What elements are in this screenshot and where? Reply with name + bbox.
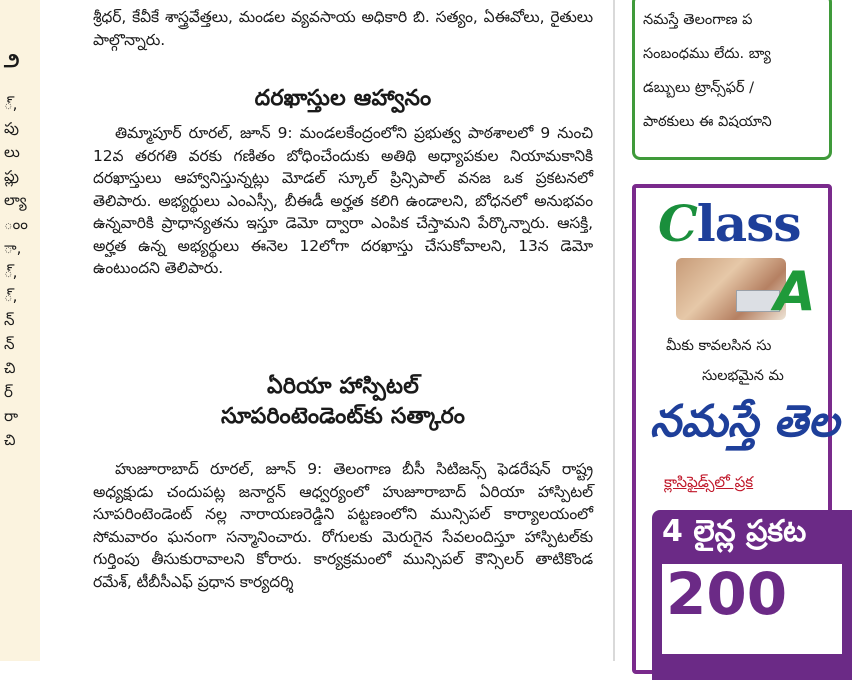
- article3-headline: [93, 372, 593, 432]
- left-fragment: న్: [4, 311, 15, 329]
- notice-line: నమస్తే తెలంగాణ ప: [643, 12, 753, 28]
- article3-headline-line2: సూపరింటెండెంట్‌కు సత్కారం: [220, 404, 466, 429]
- notice-line: పాఠకులు ఈ విషయాని: [643, 114, 772, 130]
- left-fragment: ంం: [4, 215, 28, 233]
- left-fragment: ర్: [4, 383, 13, 401]
- classifieds-ad[interactable]: [632, 184, 840, 674]
- ad-text-line2: సులభమైన మ: [702, 368, 784, 384]
- left-fragment: చి: [4, 359, 16, 377]
- left-fragment: న్: [4, 335, 15, 353]
- article2-body: తిమ్మాపూర్ రూరల్, జూన్ 9: మండలకేంద్రంలోని ప్రభుత్వ పాఠశాలలో 9 నుంచి 12వ తరగతి వరకు గణితం బోధించేందుకు అతిథి అధ్యాపకుల నియామకానికి దరఖాస్తులు ఆహ్వానిస్తున్నట్లు మోడల్ స్కూల్ ప్రిన్సిపాల్ వనజ ఒక ప్రకటనలో తెలిపారు. అభ్యర్థులు ఎంఎస్సీ, బీఈడీ అర్హత కలిగి ఉండాలని, బోధనలో అనుభవం ఉన్నవారికి ప్రాధాన్యతను ఇస్తూ డెమో ద్వారా ఎంపిక చేస్తామని పేర్కొన్నారు. ఆసక్తి, అర్హత ఉన్న అభ్యర్థులు ఈనెల 12లోగా దరఖాస్తు చేసుకోవాలని, 13న డెమో ఉంటుందని తెలిపారు.: [93, 124, 593, 277]
- left-fragment: ా,: [4, 239, 22, 257]
- notice-line: డబ్బులు ట్రాన్స్‌ఫర్ /: [643, 80, 754, 96]
- ad-photo: [676, 258, 786, 320]
- article3-headline-line1: ఏరియా హాస్పిటల్: [266, 374, 420, 399]
- classifieds-big-letter: A: [774, 260, 816, 323]
- left-column-fragment: [0, 0, 40, 661]
- ad-lines-offer: 4 లైన్ల ప్రకట: [662, 514, 807, 549]
- left-column-number: ౨: [4, 48, 20, 72]
- classifieds-title-c: C: [658, 194, 697, 253]
- classifieds-title-rest: lass: [696, 194, 801, 253]
- ad-classifieds-link[interactable]: క్లాసిఫైడ్స్‌లో ప్రక: [664, 473, 754, 491]
- article2-headline: దరఖాస్తుల ఆహ్వానం: [254, 86, 432, 111]
- article3-body: హుజూరాబాద్ రూరల్, జూన్ 9: తెలంగాణ బీసీ సిటిజన్స్ ఫెడరేషన్ రాష్ట్ర అధ్యక్షుడు చందుపట్ల జనార్దన్ ఆధ్వర్యంలో హుజూరాబాద్ ఏరియా హాస్పిటల్ సూపరింటెండెంట్ నల్ల నారాయణరెడ్డిని పట్టణంలోని మున్సిపల్ కార్యాలయంలో సోమవారం ఘనంగా సన్మానించారు. రోగులకు మెరుగైన సేవలందిస్తూ హాస్పిటల్‌కు గుర్తింపు తీసుకురావాలని కోరారు. కార్యక్రమంలో మున్సిపల్ కౌన్సిలర్ తాటికొండ రమేశ్, టీబీసీఎఫ్ ప్రధాన కార్యదర్శి: [93, 460, 593, 591]
- article1-tail: శ్రీధర్, కేవీకే శాస్త్రవేత్తలు, మండల వ్యవసాయ అధికారి బి. సత్యం, ఏఈవోలు, రైతులు పాల్గొన్నారు.: [93, 8, 593, 49]
- left-fragment: ల్యా: [4, 191, 27, 209]
- left-fragment: ్,: [4, 95, 18, 113]
- left-fragment: ్,: [4, 287, 18, 305]
- ad-price: 200: [666, 560, 788, 628]
- notice-box: [632, 0, 832, 160]
- ad-text-line1: మీకు కావలసిన సు: [666, 338, 772, 354]
- left-fragment: లు: [4, 143, 20, 161]
- classifieds-title: [658, 194, 801, 253]
- ad-brand-name: నమస్తే తెల: [650, 396, 840, 447]
- left-fragment: చి: [4, 431, 16, 449]
- left-fragment: పు: [4, 119, 19, 137]
- right-ad-column: [632, 0, 840, 661]
- left-fragment: రా: [4, 407, 19, 425]
- main-article-column: [93, 0, 593, 661]
- notice-line: సంబంధము లేదు. బ్యా: [643, 46, 771, 62]
- left-fragment: ్,: [4, 263, 18, 281]
- column-divider: [613, 0, 615, 661]
- left-fragment: ప్లు: [4, 167, 19, 185]
